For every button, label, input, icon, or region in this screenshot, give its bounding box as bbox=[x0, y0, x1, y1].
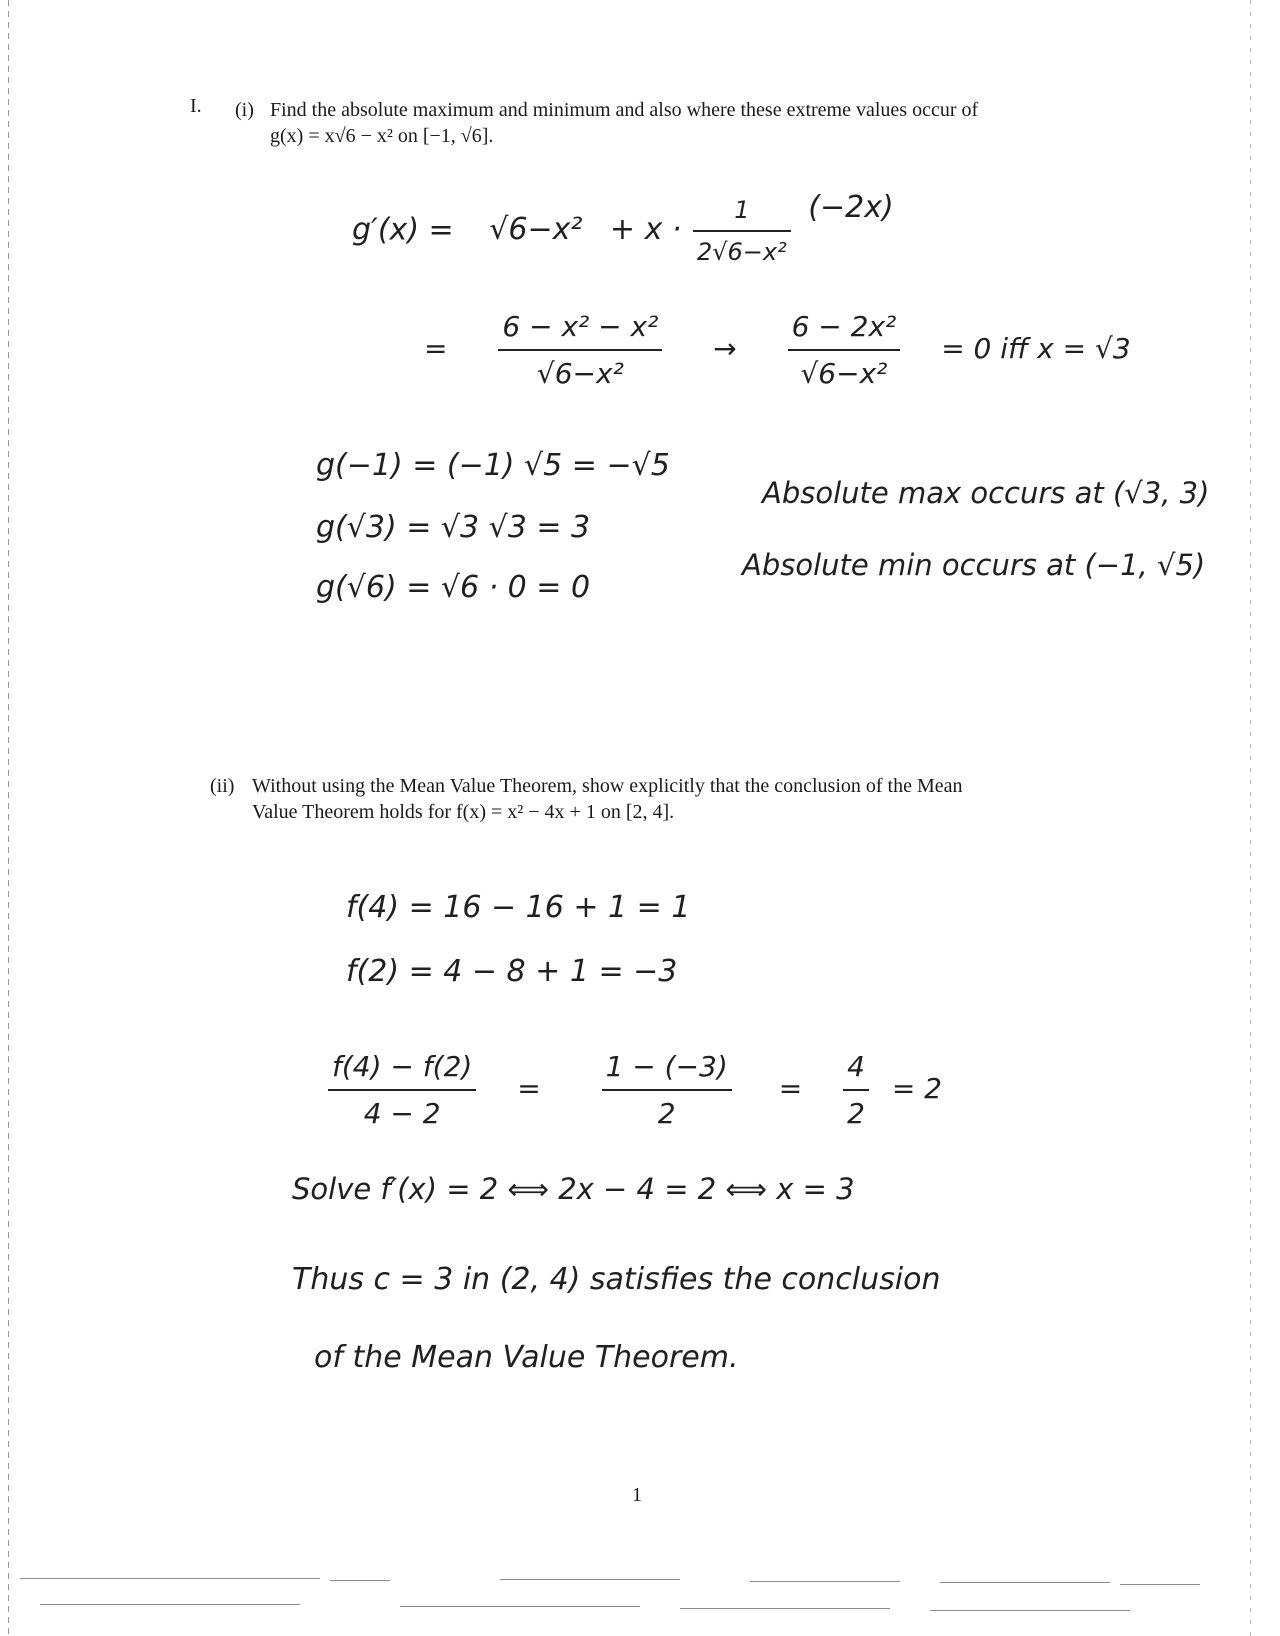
simplify-den-2: √6−x² bbox=[800, 356, 888, 390]
slope-den-1: 4 − 2 bbox=[363, 1096, 441, 1130]
simplify-fraction-2 bbox=[786, 310, 903, 390]
problem-number: I. bbox=[190, 95, 202, 117]
scan-edge-left bbox=[8, 0, 9, 1636]
slope-den-3: 2 bbox=[847, 1096, 865, 1130]
slope-eq-2: = bbox=[778, 1071, 803, 1105]
part-ii-text-line1: Without using the Mean Value Theorem, show explicitly that the conclusion of the Mean bbox=[252, 775, 963, 797]
part-i-label: (i) bbox=[235, 99, 254, 121]
simplify-tail: = 0 iff x = √3 bbox=[941, 331, 1131, 365]
value-f4: f(4) = 16 − 16 + 1 = 1 bbox=[346, 890, 691, 925]
value-f2: f(2) = 4 − 8 + 1 = −3 bbox=[346, 954, 678, 989]
derivative-factor: (−2x) bbox=[808, 190, 894, 226]
part-i-text-line2: g(x) = x√6 − x² on [−1, √6]. bbox=[270, 125, 494, 147]
solve-line: Solve f′(x) = 2 ⟺ 2x − 4 = 2 ⟺ x = 3 bbox=[292, 1172, 855, 1206]
slope-line bbox=[326, 1050, 942, 1130]
absolute-max-conclusion: Absolute max occurs at (√3, 3) bbox=[762, 476, 1210, 510]
simplify-arrow: → bbox=[713, 331, 737, 365]
derivative-term1: √6−x² bbox=[489, 212, 583, 248]
part-ii-label: (ii) bbox=[210, 775, 235, 797]
mvt-conclusion-line2: of the Mean Value Theorem. bbox=[314, 1340, 739, 1375]
derivative-frac-num: 1 bbox=[734, 196, 750, 224]
slope-num-2: 1 − (−3) bbox=[605, 1050, 728, 1083]
simplify-den-1: √6−x² bbox=[536, 356, 624, 390]
scan-edge-right bbox=[1250, 0, 1251, 1636]
evaluation-3: g(√6) = √6 · 0 = 0 bbox=[316, 570, 591, 605]
derivative-lhs: g′(x) = bbox=[352, 212, 454, 248]
part-ii-text-line2: Value Theorem holds for f(x) = x² − 4x + 1 on [2, 4]. bbox=[252, 801, 675, 823]
absolute-min-conclusion: Absolute min occurs at (−1, √5) bbox=[742, 548, 1206, 582]
scan-bottom-artifacts bbox=[0, 1578, 1280, 1636]
slope-fraction-3 bbox=[841, 1050, 871, 1130]
slope-fraction-2 bbox=[600, 1050, 734, 1130]
evaluation-2: g(√3) = √3 √3 = 3 bbox=[316, 510, 591, 545]
evaluation-1: g(−1) = (−1) √5 = −√5 bbox=[316, 448, 670, 483]
simplify-eq: = bbox=[424, 331, 448, 365]
derivative-fraction bbox=[691, 196, 793, 266]
derivative-line bbox=[352, 190, 894, 266]
derivative-plus-x: + x · bbox=[609, 212, 682, 248]
slope-tail: = 2 bbox=[891, 1071, 942, 1105]
simplify-line bbox=[424, 310, 1131, 390]
slope-fraction-1 bbox=[326, 1050, 478, 1130]
mvt-conclusion-line1: Thus c = 3 in (2, 4) satisfies the conclusion bbox=[292, 1262, 941, 1297]
simplify-num-2: 6 − 2x² bbox=[791, 310, 897, 343]
simplify-num-1: 6 − x² − x² bbox=[502, 310, 659, 343]
page-number: 1 bbox=[632, 1484, 642, 1506]
slope-den-2: 2 bbox=[657, 1096, 676, 1130]
simplify-fraction-1 bbox=[496, 310, 664, 390]
part-i-text-line1: Find the absolute maximum and minimum and also where these extreme values occur of bbox=[270, 99, 979, 121]
slope-num-1: f(4) − f(2) bbox=[332, 1050, 473, 1083]
derivative-frac-den: 2√6−x² bbox=[696, 237, 787, 266]
slope-num-3: 4 bbox=[847, 1050, 865, 1083]
slope-eq-1: = bbox=[517, 1071, 541, 1105]
